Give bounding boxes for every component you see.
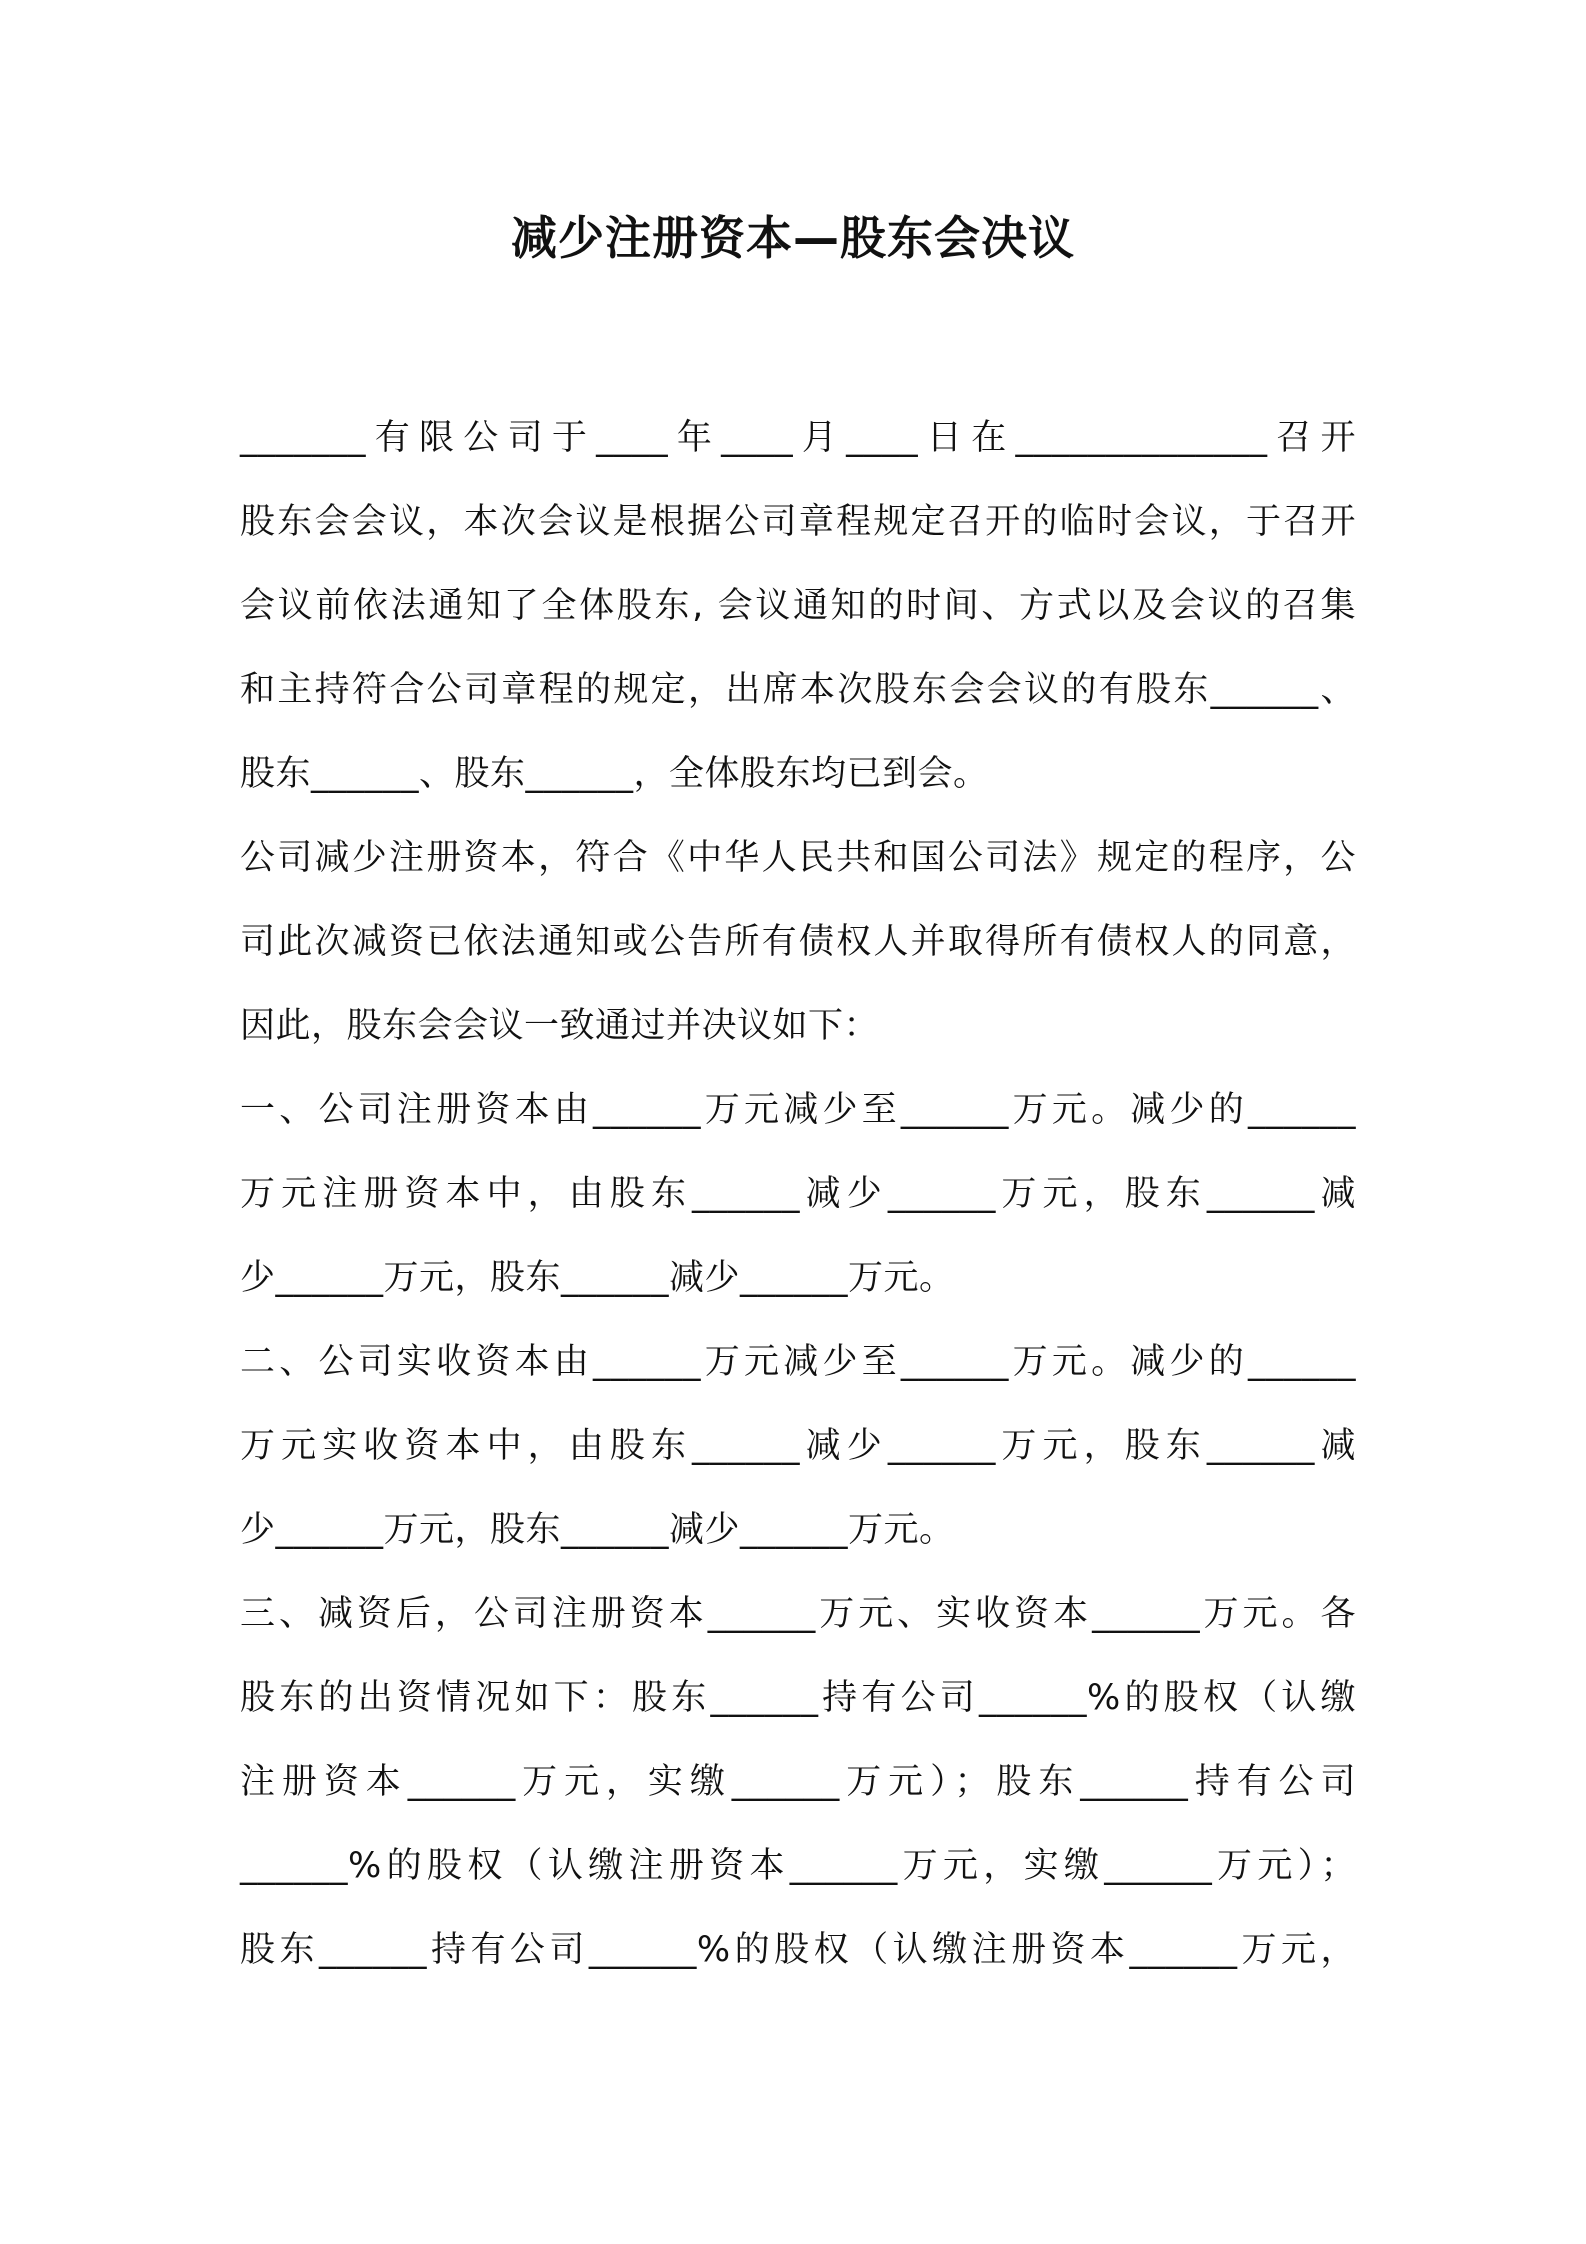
text-line-13: 万元实收资本中，由股东______减少______万元，股东______减 [240,1426,1356,1466]
text-line-1: _______有限公司于____年____月____日在______________召开 [240,418,1356,458]
text-line-14: 少______万元，股东______减少______万元。 [240,1510,955,1550]
text-line-12: 二、公司实收资本由______万元减少至______万元。减少的______ [240,1342,1356,1382]
text-line-19: 股东______持有公司______%的股权（认缴注册资本______万元， [240,1930,1356,1970]
text-line-3: 会议前依法通知了全体股东, 会议通知的时间、方式以及会议的召集 [240,586,1356,626]
text-line-10: 万元注册资本中，由股东______减少______万元，股东______减 [240,1174,1356,1214]
text-line-5: 股东______、股东______，全体股东均已到会。 [240,754,989,794]
text-line-2: 股东会会议，本次会议是根据公司章程规定召开的临时会议，于召开 [240,502,1356,542]
text-line-17: 注册资本______万元，实缴______万元）；股东______持有公司 [240,1762,1356,1802]
text-line-16: 股东的出资情况如下：股东______持有公司______%的股权（认缴 [240,1678,1356,1718]
text-line-8: 因此，股东会会议一致通过并决议如下： [240,1006,880,1046]
text-line-18: ______%的股权（认缴注册资本______万元，实缴______万元）； [240,1846,1356,1886]
text-line-15: 三、减资后，公司注册资本______万元、实收资本______万元。各 [240,1594,1356,1634]
text-line-6: 公司减少注册资本，符合《中华人民共和国公司法》规定的程序，公 [240,838,1356,878]
document-body [240,410,1356,2006]
text-line-11: 少______万元，股东______减少______万元。 [240,1258,955,1298]
document-title: 减少注册资本—股东会决议 [511,211,1075,265]
text-line-4: 和主持符合公司章程的规定，出席本次股东会会议的有股东______、 [240,670,1356,710]
text-line-9: 一、公司注册资本由______万元减少至______万元。减少的______ [240,1090,1356,1130]
text-line-7: 司此次减资已依法通知或公告所有债权人并取得所有债权人的同意， [240,922,1356,962]
